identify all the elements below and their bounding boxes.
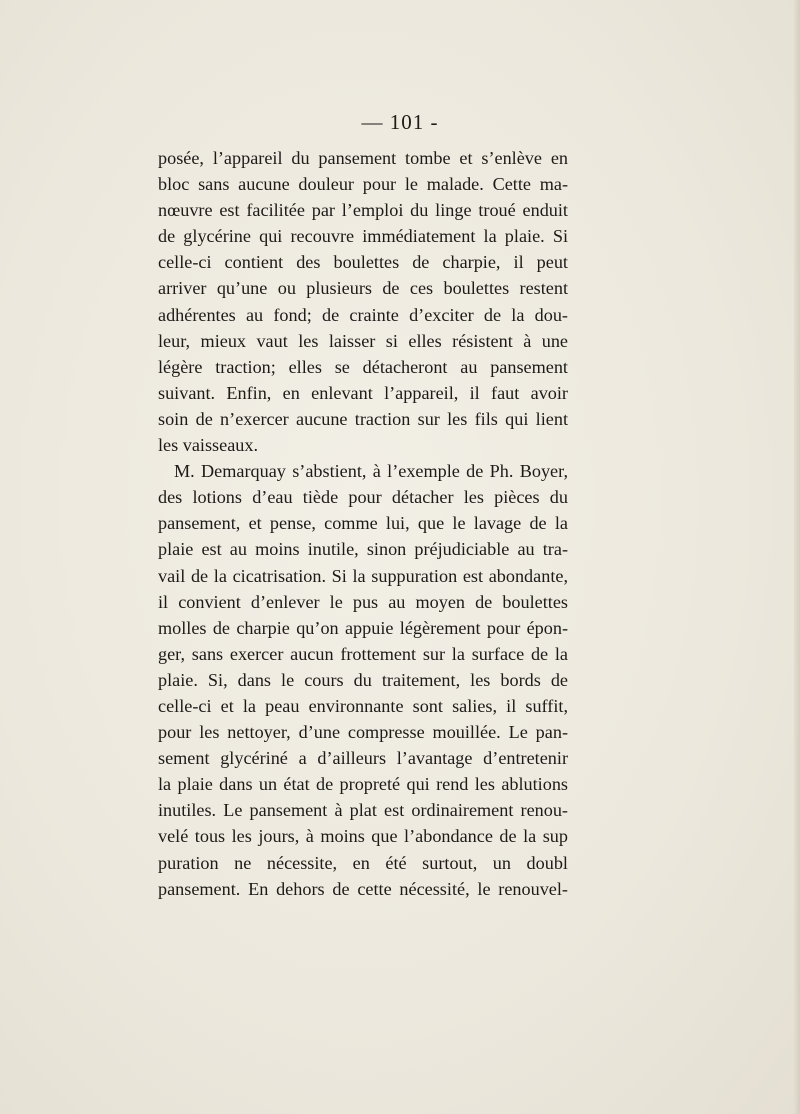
text-line: posée, l’appareil du pansement tombe et s’enlève en xyxy=(158,148,568,168)
text-line: légère traction; elles se détacheront au pansement xyxy=(158,356,568,377)
text-line: inutiles. Le pansement à plat est ordinairement renou- xyxy=(158,800,568,821)
text-line: soin de n’exercer aucune traction sur les fils qui lient xyxy=(158,408,568,429)
text-line: molles de charpie qu’on appuie légèrement pour épon- xyxy=(158,617,568,638)
text-line: les vaisseaux. xyxy=(158,435,259,456)
text-line: nœuvre est facilitée par l’emploi du linge troué enduit xyxy=(158,200,568,221)
text-line: sement glycériné a d’ailleurs l’avantage d’entretenir xyxy=(158,748,568,769)
text-line: puration ne nécessite, en été surtout, un doubl xyxy=(158,852,568,873)
text-line: pansement. En dehors de cette nécessité, le renouvel- xyxy=(158,878,568,899)
text-line: arriver qu’une ou plusieurs de ces boulettes restent xyxy=(158,278,568,299)
text-line: la plaie dans un état de propreté qui rend les ablutions xyxy=(158,774,568,795)
text-line: suivant. Enfin, en enlevant l’appareil, il faut avoir xyxy=(158,382,568,403)
text-line: celle-ci et la peau environnante sont salies, il suffit, xyxy=(158,695,568,716)
page-edge-shadow xyxy=(794,0,800,1114)
text-line: plaie. Si, dans le cours du traitement, les bords de xyxy=(158,669,568,690)
text-line: des lotions d’eau tiède pour détacher les pièces du xyxy=(158,487,568,508)
text-line: bloc sans aucune douleur pour le malade. Cette ma- xyxy=(158,174,568,195)
text-line: plaie est au moins inutile, sinon préjudiciable au tra- xyxy=(158,539,568,560)
text-line: ger, sans exercer aucun frottement sur la surface de la xyxy=(158,643,568,664)
text-line: pansement, et pense, comme lui, que le lavage de la xyxy=(158,513,568,534)
page-number-header: — 101 - xyxy=(361,110,439,134)
text-line: il convient d’enlever le pus au moyen de boulettes xyxy=(158,591,568,612)
text-line: velé tous les jours, à moins que l’abondance de la sup xyxy=(158,826,568,847)
text-line: de glycérine qui recouvre immédiatement la plaie. Si xyxy=(158,226,568,247)
text-line: pour les nettoyer, d’une compresse mouillée. Le pan- xyxy=(158,722,568,743)
text-line: leur, mieux vaut les laisser si elles résistent à une xyxy=(158,330,568,351)
text-line: M. Demarquay s’abstient, à l’exemple de Ph. Boyer, xyxy=(174,461,568,482)
text-line: celle-ci contient des boulettes de charpie, il peut xyxy=(158,252,568,273)
text-line: vail de la cicatrisation. Si la suppuration est abondante, xyxy=(158,565,568,586)
body-text xyxy=(158,145,568,902)
text-line: adhérentes au fond; de crainte d’exciter de la dou- xyxy=(158,304,568,325)
